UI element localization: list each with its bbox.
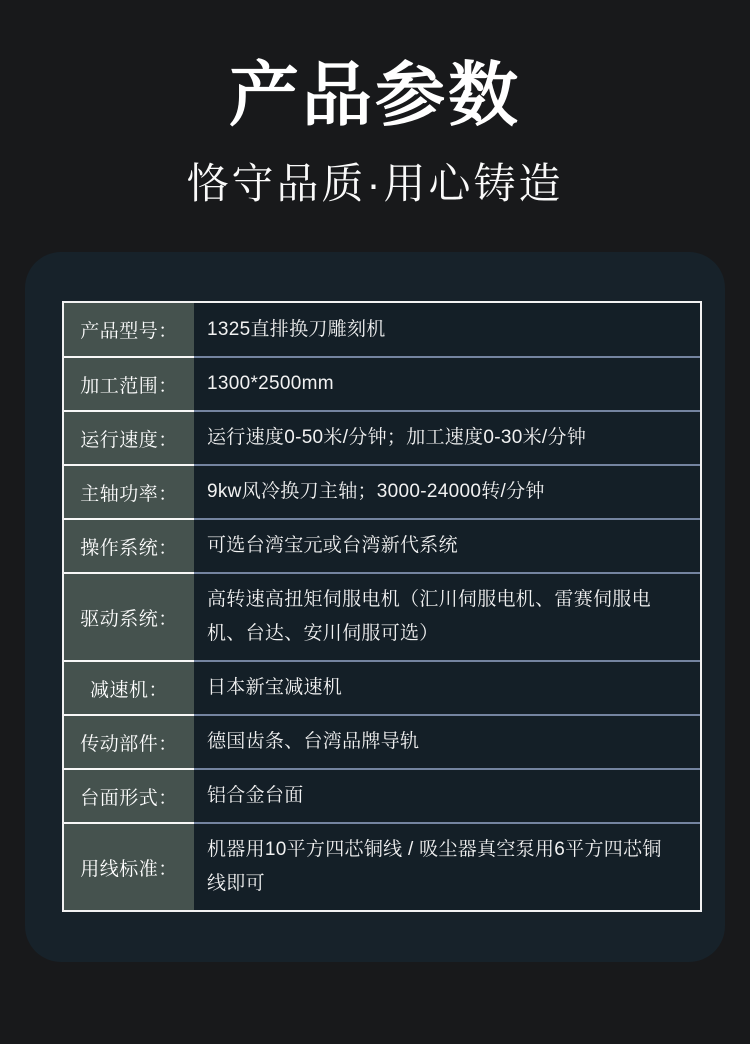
spec-label: 传动部件： (64, 714, 194, 768)
spec-row-running-speed (64, 410, 700, 464)
page-subtitle: 恪守品质·用心铸造 (186, 160, 564, 207)
spec-row-table-type (64, 768, 700, 822)
spec-row-spindle-power (64, 464, 700, 518)
spec-table (62, 301, 702, 912)
spec-value: 运行速度0-50米/分钟；加工速度0-30米/分钟 (194, 410, 700, 464)
spec-label: 驱动系统： (64, 572, 194, 660)
spec-row-drive-system (64, 572, 700, 660)
spec-value: 高转速高扭矩伺服电机（汇川伺服电机、雷赛伺服电机、台达、安川伺服可选） (194, 572, 700, 660)
spec-value: 德国齿条、台湾品牌导轨 (194, 714, 700, 768)
spec-row-product-model (64, 303, 700, 356)
spec-value: 可选台湾宝元或台湾新代系统 (194, 518, 700, 572)
spec-value: 1300*2500mm (194, 356, 700, 410)
spec-label: 加工范围： (64, 356, 194, 410)
spec-value: 机器用10平方四芯铜线 / 吸尘器真空泵用6平方四芯铜线即可 (194, 822, 700, 910)
spec-value: 9kw风冷换刀主轴；3000-24000转/分钟 (194, 464, 700, 518)
spec-label: 操作系统： (64, 518, 194, 572)
spec-label: 产品型号： (64, 303, 194, 356)
spec-value: 铝合金台面 (194, 768, 700, 822)
spec-label: 减速机： (64, 660, 194, 714)
page-title: 产品参数 (229, 56, 521, 134)
spec-row-transmission-parts (64, 714, 700, 768)
spec-label: 主轴功率： (64, 464, 194, 518)
page-header (0, 0, 750, 208)
spec-label: 用线标准： (64, 822, 194, 910)
spec-row-reducer (64, 660, 700, 714)
spec-value: 1325直排换刀雕刻机 (194, 303, 700, 356)
spec-panel (25, 252, 725, 962)
spec-row-working-area (64, 356, 700, 410)
spec-label: 运行速度： (64, 410, 194, 464)
spec-value: 日本新宝减速机 (194, 660, 700, 714)
spec-row-wiring-standard (64, 822, 700, 910)
spec-label: 台面形式： (64, 768, 194, 822)
spec-row-operating-system (64, 518, 700, 572)
